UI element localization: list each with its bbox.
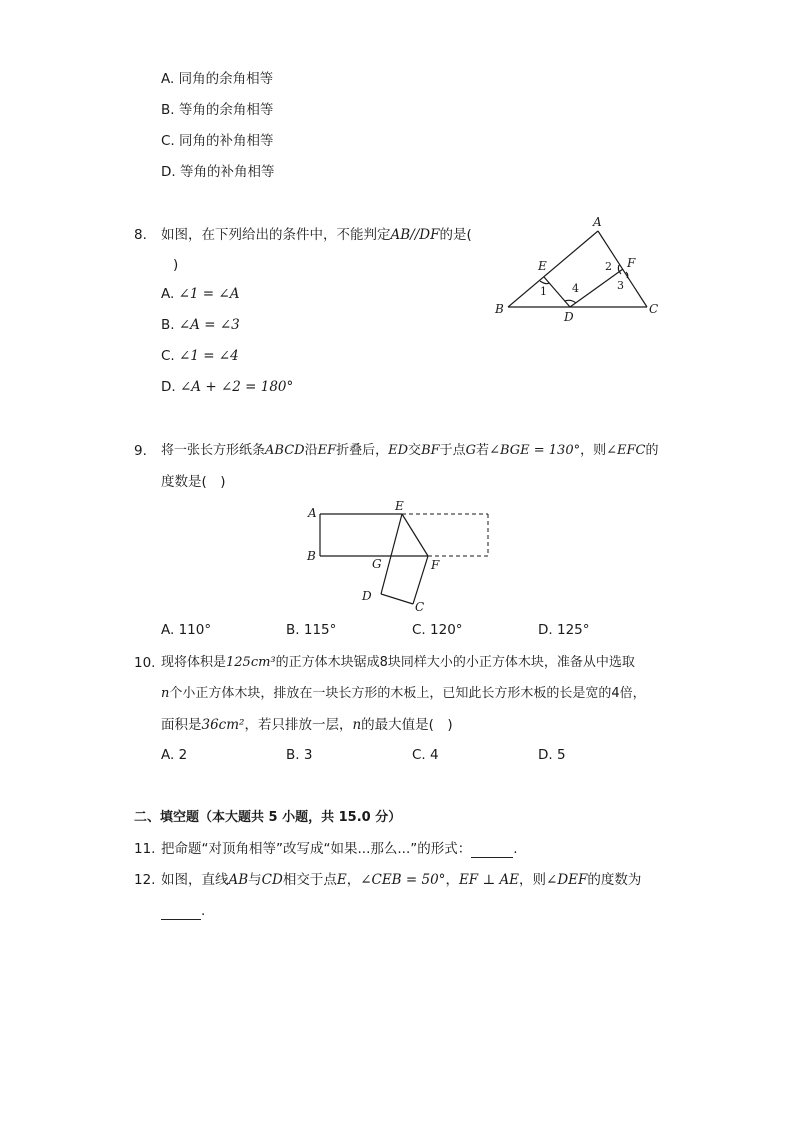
option-text: 115°: [303, 622, 337, 638]
q9-text: 沿: [304, 443, 318, 458]
q12-text: ，则: [519, 872, 547, 888]
q7-option-c: [161, 129, 274, 149]
q9-option-b: [286, 622, 336, 638]
q10-math: 125cm³: [226, 655, 276, 670]
option-label: D.: [161, 379, 176, 395]
option-label: A.: [161, 622, 175, 638]
q9-option-c: [412, 622, 463, 638]
q9-option-a: [161, 622, 211, 638]
q9-stem-line-2: 度数是( ): [161, 474, 226, 490]
option-label: A.: [161, 286, 175, 302]
label-d: D: [564, 310, 574, 324]
q12-math: ∠DEF: [546, 872, 588, 888]
q9-text: ，则: [580, 443, 607, 458]
q9-text: 将一张长方形纸条: [161, 443, 266, 458]
q10-line-1: [161, 654, 635, 672]
q9-math: ∠BGE = 130°: [489, 443, 581, 458]
fold-line-ef: [402, 514, 428, 556]
option-text: 120°: [430, 622, 463, 638]
option-text: 4: [430, 747, 439, 763]
q10-math: 36cm²: [201, 717, 245, 733]
q11-number: 11.: [134, 841, 156, 857]
option-label: D.: [538, 622, 553, 638]
q10-text: 的最大值是( ): [361, 717, 453, 733]
q10-number: 10.: [134, 655, 156, 671]
option-math: ∠1 = ∠A: [178, 286, 240, 302]
option-label: B.: [161, 317, 175, 333]
q12-math: CD: [261, 872, 283, 888]
option-math: ∠A + ∠2 = 180°: [179, 379, 294, 395]
q9-text: 交: [408, 443, 422, 458]
q9-stem-line-1: [161, 442, 659, 460]
q12-text: 相交于点: [282, 872, 337, 888]
q9-option-d: [538, 622, 590, 638]
segment-ed: [544, 277, 570, 307]
segment-dc: [381, 594, 413, 604]
label-e: E: [538, 259, 547, 273]
q8-stem-math: AB//DF: [390, 227, 440, 243]
q9-text: 于点: [439, 443, 466, 458]
q8-triangle-figure: [490, 212, 670, 324]
option-text: 等角的补角相等: [179, 164, 275, 180]
q12-answer-line: [161, 902, 205, 920]
segment-ed: [381, 514, 402, 594]
q11-text: 把命题“对顶角相等”改写成“如果...那么...”的形式：: [161, 841, 472, 857]
q8-stem-text: 如图，在下列给出的条件中，不能判定: [161, 227, 391, 243]
section-heading-fill-in: 二、填空题（本大题共 5 小题，共 15.0 分）: [134, 810, 402, 825]
q12-math: ∠CEB = 50°: [360, 872, 446, 888]
q10-option-c: [412, 747, 439, 763]
option-math: ∠A = ∠3: [178, 317, 240, 333]
q12-text: 与: [248, 872, 262, 888]
q12-text: ，: [445, 872, 459, 888]
label-d: D: [362, 589, 372, 603]
q10-math: n: [161, 686, 170, 701]
segment-cf: [413, 556, 428, 604]
q7-option-b: [161, 98, 273, 118]
q11-answer-blank[interactable]: [471, 843, 513, 858]
option-label: A.: [161, 71, 175, 87]
q12-math: AB: [228, 872, 249, 888]
q8-option-b: [161, 317, 240, 333]
q10-text: 的正方体木块锯成8块同样大小的小正方体木块，准备从中选取: [275, 655, 635, 670]
option-label: C.: [412, 622, 426, 638]
option-label: B.: [161, 102, 175, 118]
q9-math: EF: [317, 443, 337, 458]
option-label: B.: [286, 622, 300, 638]
segment-ab: [508, 231, 598, 307]
q9-math: G: [465, 443, 477, 458]
q8-stem-close: ): [173, 257, 179, 273]
q10-text: 现将体积是: [161, 655, 227, 670]
q9-math: BF: [421, 443, 440, 458]
q9-math: ABCD: [265, 443, 305, 458]
option-label: C.: [161, 133, 175, 149]
option-label: C.: [412, 747, 426, 763]
q10-line-2: [161, 685, 646, 703]
label-angle-4: 4: [572, 282, 579, 295]
q12-end: .: [201, 903, 206, 919]
label-b: B: [307, 549, 316, 563]
q10-text: 面积是: [161, 717, 202, 733]
q7-option-d: [161, 160, 274, 180]
q10-math: n: [352, 717, 362, 733]
label-angle-3: 3: [617, 279, 624, 292]
label-f: F: [431, 558, 440, 572]
q12-stem: [161, 871, 641, 889]
label-e: E: [395, 499, 404, 513]
q10-option-b: [286, 747, 312, 763]
option-text: 110°: [178, 622, 212, 638]
q12-math: E: [336, 872, 347, 888]
q9-text: 折叠后，: [336, 443, 389, 458]
q12-text: 的度数为: [587, 872, 642, 888]
option-text: 3: [303, 747, 313, 763]
q12-answer-blank[interactable]: [161, 905, 201, 920]
option-label: C.: [161, 348, 175, 364]
option-math: ∠1 = ∠4: [179, 348, 239, 364]
option-text: 同角的余角相等: [178, 71, 274, 87]
label-angle-2: 2: [605, 260, 612, 273]
q9-math: ∠EFC: [606, 443, 646, 458]
q7-option-a: [161, 67, 273, 87]
q12-text: 如图，直线: [161, 872, 229, 888]
label-c: C: [649, 302, 659, 316]
q9-text: 若: [476, 443, 490, 458]
q8-option-d: [161, 379, 293, 395]
q9-text: 的: [645, 443, 659, 458]
label-c: C: [415, 600, 425, 614]
label-a: A: [308, 506, 317, 520]
option-text: 5: [556, 747, 566, 763]
q10-option-d: [538, 747, 566, 763]
q8-number: 8.: [134, 227, 147, 243]
option-text: 等角的余角相等: [178, 102, 274, 118]
q10-line-3: [161, 716, 453, 734]
option-text: 同角的补角相等: [179, 133, 274, 149]
q10-option-a: [161, 747, 187, 763]
q12-number: 12.: [134, 872, 156, 888]
label-a: A: [593, 215, 602, 229]
q12-math: EF ⊥ AE: [458, 872, 520, 888]
label-b: B: [495, 302, 504, 316]
q11-end: .: [513, 841, 518, 857]
option-text: 2: [178, 747, 188, 763]
q10-text: 个小正方体木块，排放在一块长方形的木板上，已知此长方形木板的长是宽的4倍，: [169, 686, 646, 701]
label-g: G: [372, 557, 382, 571]
q8-option-c: [161, 348, 239, 364]
option-label: A.: [161, 747, 175, 763]
q11-stem: [161, 840, 518, 858]
option-text: 125°: [556, 622, 590, 638]
q8-stem: [161, 226, 472, 244]
q9-number: 9.: [134, 443, 147, 459]
q12-text: ，: [346, 872, 361, 888]
q9-math: ED: [388, 443, 409, 458]
label-angle-1: 1: [540, 285, 547, 298]
option-label: B.: [286, 747, 300, 763]
option-label: D.: [538, 747, 553, 763]
q10-text: ，若只排放一层，: [244, 717, 353, 733]
q9-folded-strip-figure: [300, 498, 500, 618]
q8-stem-text-end: 的是(: [439, 227, 472, 243]
q8-option-a: [161, 286, 239, 302]
label-f: F: [627, 256, 636, 270]
option-label: D.: [161, 164, 176, 180]
